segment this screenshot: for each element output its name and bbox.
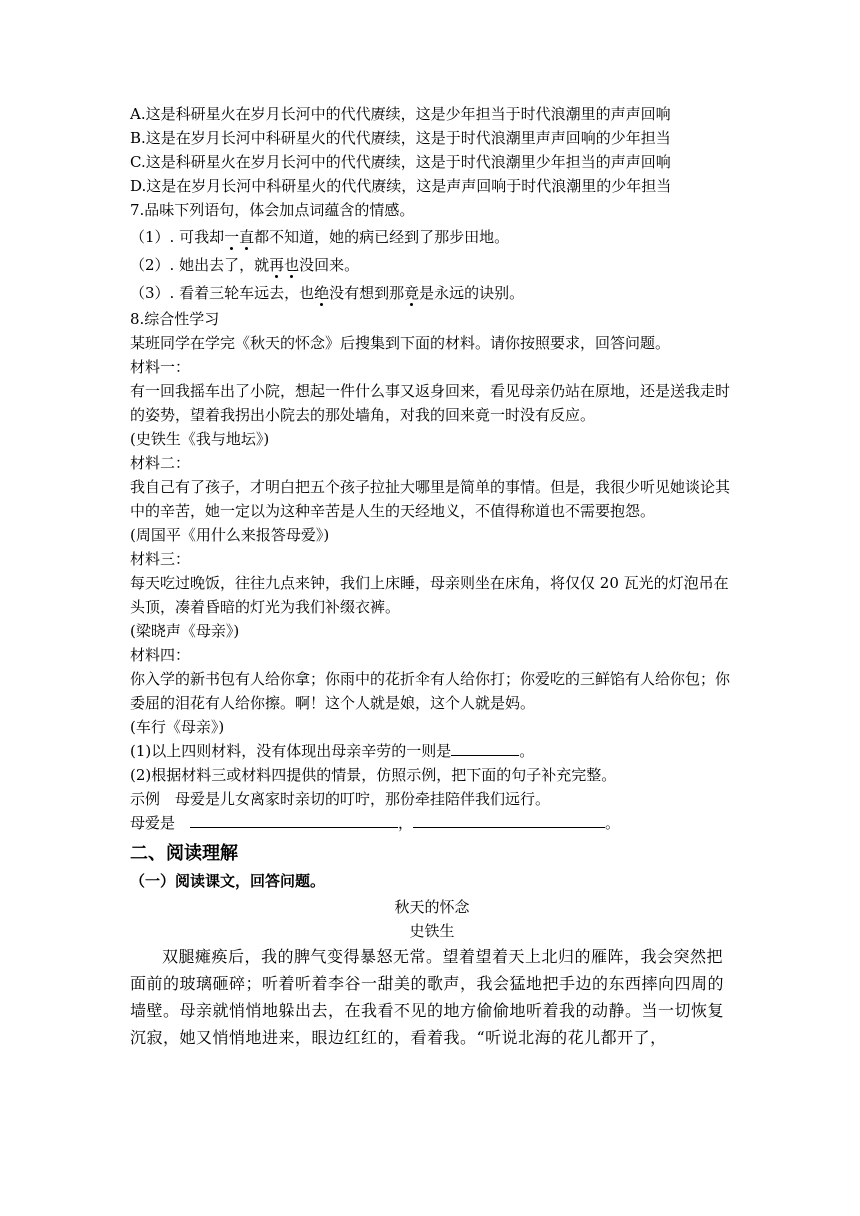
question-7-title: 7.品味下列语句，体会加点词蕴含的情感。: [130, 201, 415, 219]
fill-prefix: 母爱是: [130, 814, 191, 832]
question-7-sentence-2: [130, 251, 734, 279]
material-2-source: (周国平《用什么来报答母爱》): [130, 526, 330, 544]
material-4-label: 材料四：: [130, 646, 191, 664]
sub-question-1: [130, 739, 734, 763]
dotted-char: 竟: [404, 284, 420, 302]
question-text: (1)以上四则材料，没有体现出母亲辛劳的一则是: [130, 742, 452, 760]
material-3-label: 材料三：: [130, 550, 191, 568]
dotted-char: 一: [224, 228, 240, 246]
answer-blank[interactable]: [190, 811, 398, 828]
material-3-source: (梁晓声《母亲》): [130, 622, 240, 640]
article-author: 史铁生: [409, 922, 455, 940]
sentence-text: （2）. 她出去了，就: [130, 256, 270, 274]
article-title: 秋天的怀念: [394, 898, 470, 916]
sentence-text: 是永远的诀别。: [419, 284, 525, 302]
sub-question-2: (2)根据材料三或材料四提供的情景，仿照示例，把下面的句子补充完整。: [130, 766, 617, 784]
material-4-text: 你入学的新书包有人给你拿；你雨中的花折伞有人给你打；你爱吃的三鲜馅有人给你包；你委屈的泪花有人给你擦。啊！这个人就是娘，这个人就是妈。: [130, 670, 731, 712]
sentence-text: （1）. 可我却: [130, 228, 225, 246]
material-2-label: 材料二：: [130, 454, 191, 472]
answer-blank[interactable]: [413, 811, 605, 828]
material-2-text: 我自己有了孩子，才明白把五个孩子拉扯大哪里是简单的事情。但是，我很少听见她谈论其中的辛苦，她一定以为这种辛苦是人生的天经地义，不值得称道也不需要抱怨。: [130, 478, 731, 520]
question-8-intro: 某班同学在学完《秋天的怀念》后搜集到下面的材料。请你按照要求，回答问题。: [130, 334, 671, 352]
option-c: C.这是科研星火在岁月长河中的代代赓续，这是于时代浪潮里少年担当的声声回响: [130, 153, 671, 171]
punctuation: 。: [519, 742, 535, 760]
article-paragraph: 双腿瘫痪后，我的脾气变得暴怒无常。望着望着天上北归的雁阵，我会突然把面前的玻璃砸碎；听着听着李谷一甜美的歌声，我会猛地把手边的东西摔向四周的墙壁。母亲就悄悄地躲出去，在我看不见的地方偷偷地听着我的动静。当一切恢复沉寂，她又悄悄地进来，眼边红红的，看着我。“听说北海的花儿都开了，: [130, 947, 725, 1047]
fill-sentence: [130, 811, 734, 835]
dotted-char: 再: [269, 256, 285, 274]
option-a: A.这是科研星火在岁月长河中的代代赓续，这是少年担当于时代浪潮里的声声回响: [130, 105, 671, 123]
punctuation: 。: [605, 814, 621, 832]
sentence-text: （3）. 看着三轮车远去，也: [130, 284, 315, 302]
page-content: [130, 102, 734, 1051]
dotted-char: 也: [284, 256, 300, 274]
answer-blank[interactable]: [451, 739, 519, 756]
section-heading: 二、阅读理解: [130, 843, 238, 864]
material-1-source: (史铁生《我与地坛》): [130, 430, 270, 448]
option-d: D.这是在岁月长河中科研星火的代代赓续，这是声声回响于时代浪潮里的少年担当: [130, 177, 672, 195]
material-3-text: 每天吃过晚饭，往往九点来钟，我们上床睡，母亲则坐在床角，将仅仅 20 瓦光的灯泡吊在头顶，凑着昏暗的灯光为我们补缀衣裤。: [130, 574, 729, 616]
question-7-sentence-3: [130, 279, 734, 307]
question-8-title: 8.综合性学习: [130, 310, 220, 328]
sentence-text: 没有想到那: [329, 284, 405, 302]
material-4-source: (车行《母亲》): [130, 718, 225, 736]
material-1-label: 材料一：: [130, 358, 191, 376]
sentence-text: 都不知道，她的病已经到了那步田地。: [254, 228, 510, 246]
example-sentence: 示例 母爱是儿女离家时亲切的叮咛，那份牵挂陪伴我们远行。: [130, 790, 551, 808]
option-b: B.这是在岁月长河中科研星火的代代赓续，这是于时代浪潮里声声回响的少年担当: [130, 129, 671, 147]
dotted-char: 绝: [314, 284, 330, 302]
dotted-char: 直: [239, 228, 255, 246]
section-subheading: （一）阅读课文，回答问题。: [130, 872, 326, 890]
question-7-sentence-1: [130, 223, 734, 251]
material-1-text: 有一回我摇车出了小院，想起一件什么事又返身回来，看见母亲仍站在原地，还是送我走时的姿势，望着我拐出小院去的那处墙角，对我的回来竟一时没有反应。: [130, 382, 731, 424]
sentence-text: 没回来。: [299, 256, 360, 274]
punctuation: ，: [398, 814, 414, 832]
